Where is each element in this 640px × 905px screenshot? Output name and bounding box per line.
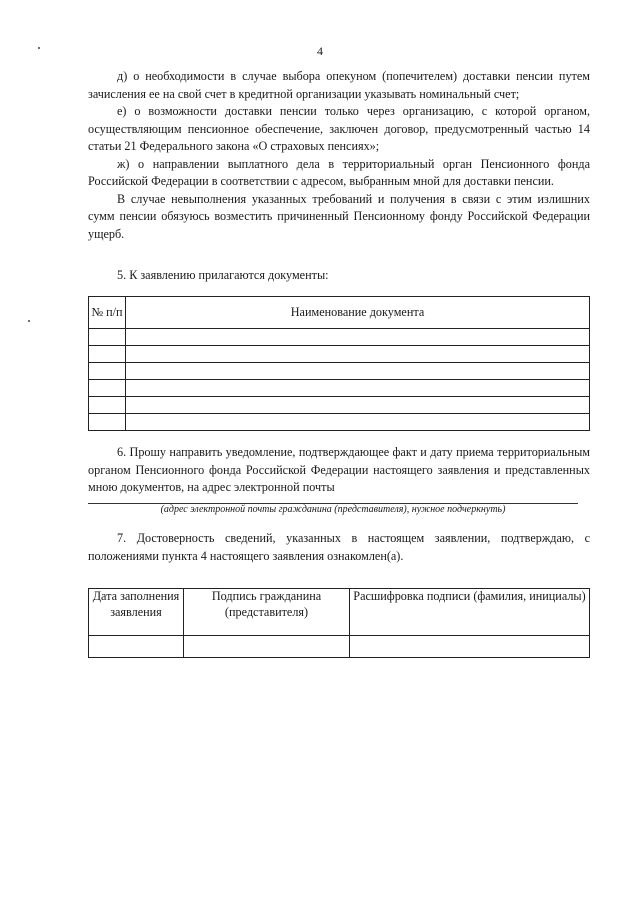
consent-items [88,68,590,243]
signature-table-header [89,589,590,636]
page-number: 4 [317,44,323,58]
table-cell[interactable] [126,329,590,346]
table-row [89,636,590,658]
section5-heading-block [88,267,590,285]
section6-text: 6. Прошу направить уведомление, подтверждающее факт и дату приема территориальным органом Пенсионного фонда Российской Федерации настоящего заявления и представленных мною документов, на адрес электронной почты [88,445,590,494]
table-cell[interactable] [126,414,590,431]
table-cell[interactable] [126,346,590,363]
table-cell[interactable] [126,380,590,397]
section6-block [88,444,590,497]
col-decoding-header: Расшифровка подписи (фамилия, инициалы) [350,589,590,636]
table-cell[interactable] [89,380,126,397]
email-hint: (адрес электронной почты гражданина (представителя), нужное подчеркнуть) [160,504,506,515]
table-cell[interactable] [89,414,126,431]
table-row [89,363,590,380]
col-date-header: Дата заполнения заявления [89,589,184,636]
consent-item-d: д) о необходимости в случае выбора опекуном (попечителем) доставки пенсии путем зачисления ее на свой счет в кредитной организации указывать номинальный счет; [88,69,590,101]
documents-table [88,296,590,431]
table-row [89,414,590,431]
documents-table-header [89,297,590,329]
table-row [89,329,590,346]
table-cell[interactable] [89,363,126,380]
table-cell[interactable] [126,397,590,414]
table-row [89,380,590,397]
consent-item-zh: ж) о направлении выплатного дела в территориальный орган Пенсионного фонда Российской Федерации в соответствии с адресом, выбранным мной для доставки пенсии. [88,156,590,188]
col-number-header: № п/п [89,297,126,329]
section7-block [88,530,590,565]
section7-text: 7. Достоверность сведений, указанных в настоящем заявлении, подтверждаю, с положениями пункта 4 настоящего заявления ознакомлен(а). [88,531,590,563]
table-cell[interactable] [89,397,126,414]
decoding-cell[interactable] [350,636,590,658]
consent-item-e: е) о возможности доставки пенсии только через организацию, с которой органом, осуществляющим пенсионное обеспечение, заключен договор, предусмотренный частью 14 статьи 21 Федерального закона «О страховых пенсиях»; [88,104,590,153]
table-cell[interactable] [89,346,126,363]
section5-heading: 5. К заявлению прилагаются документы: [117,268,329,282]
signature-cell[interactable] [184,636,350,658]
scan-speck [28,320,30,322]
table-cell[interactable] [89,329,126,346]
table-row [89,346,590,363]
col-name-header: Наименование документа [126,297,590,329]
obligation-paragraph: В случае невыполнения указанных требований и получения в связи с этим излишних сумм пенсии обязуюсь возместить причиненный Пенсионному фонду Российской Федерации ущерб. [88,191,590,241]
signature-table [88,588,590,658]
table-cell[interactable] [126,363,590,380]
date-cell[interactable] [89,636,184,658]
col-signature-header: Подпись гражданина (представителя) [184,589,350,636]
table-row [89,397,590,414]
